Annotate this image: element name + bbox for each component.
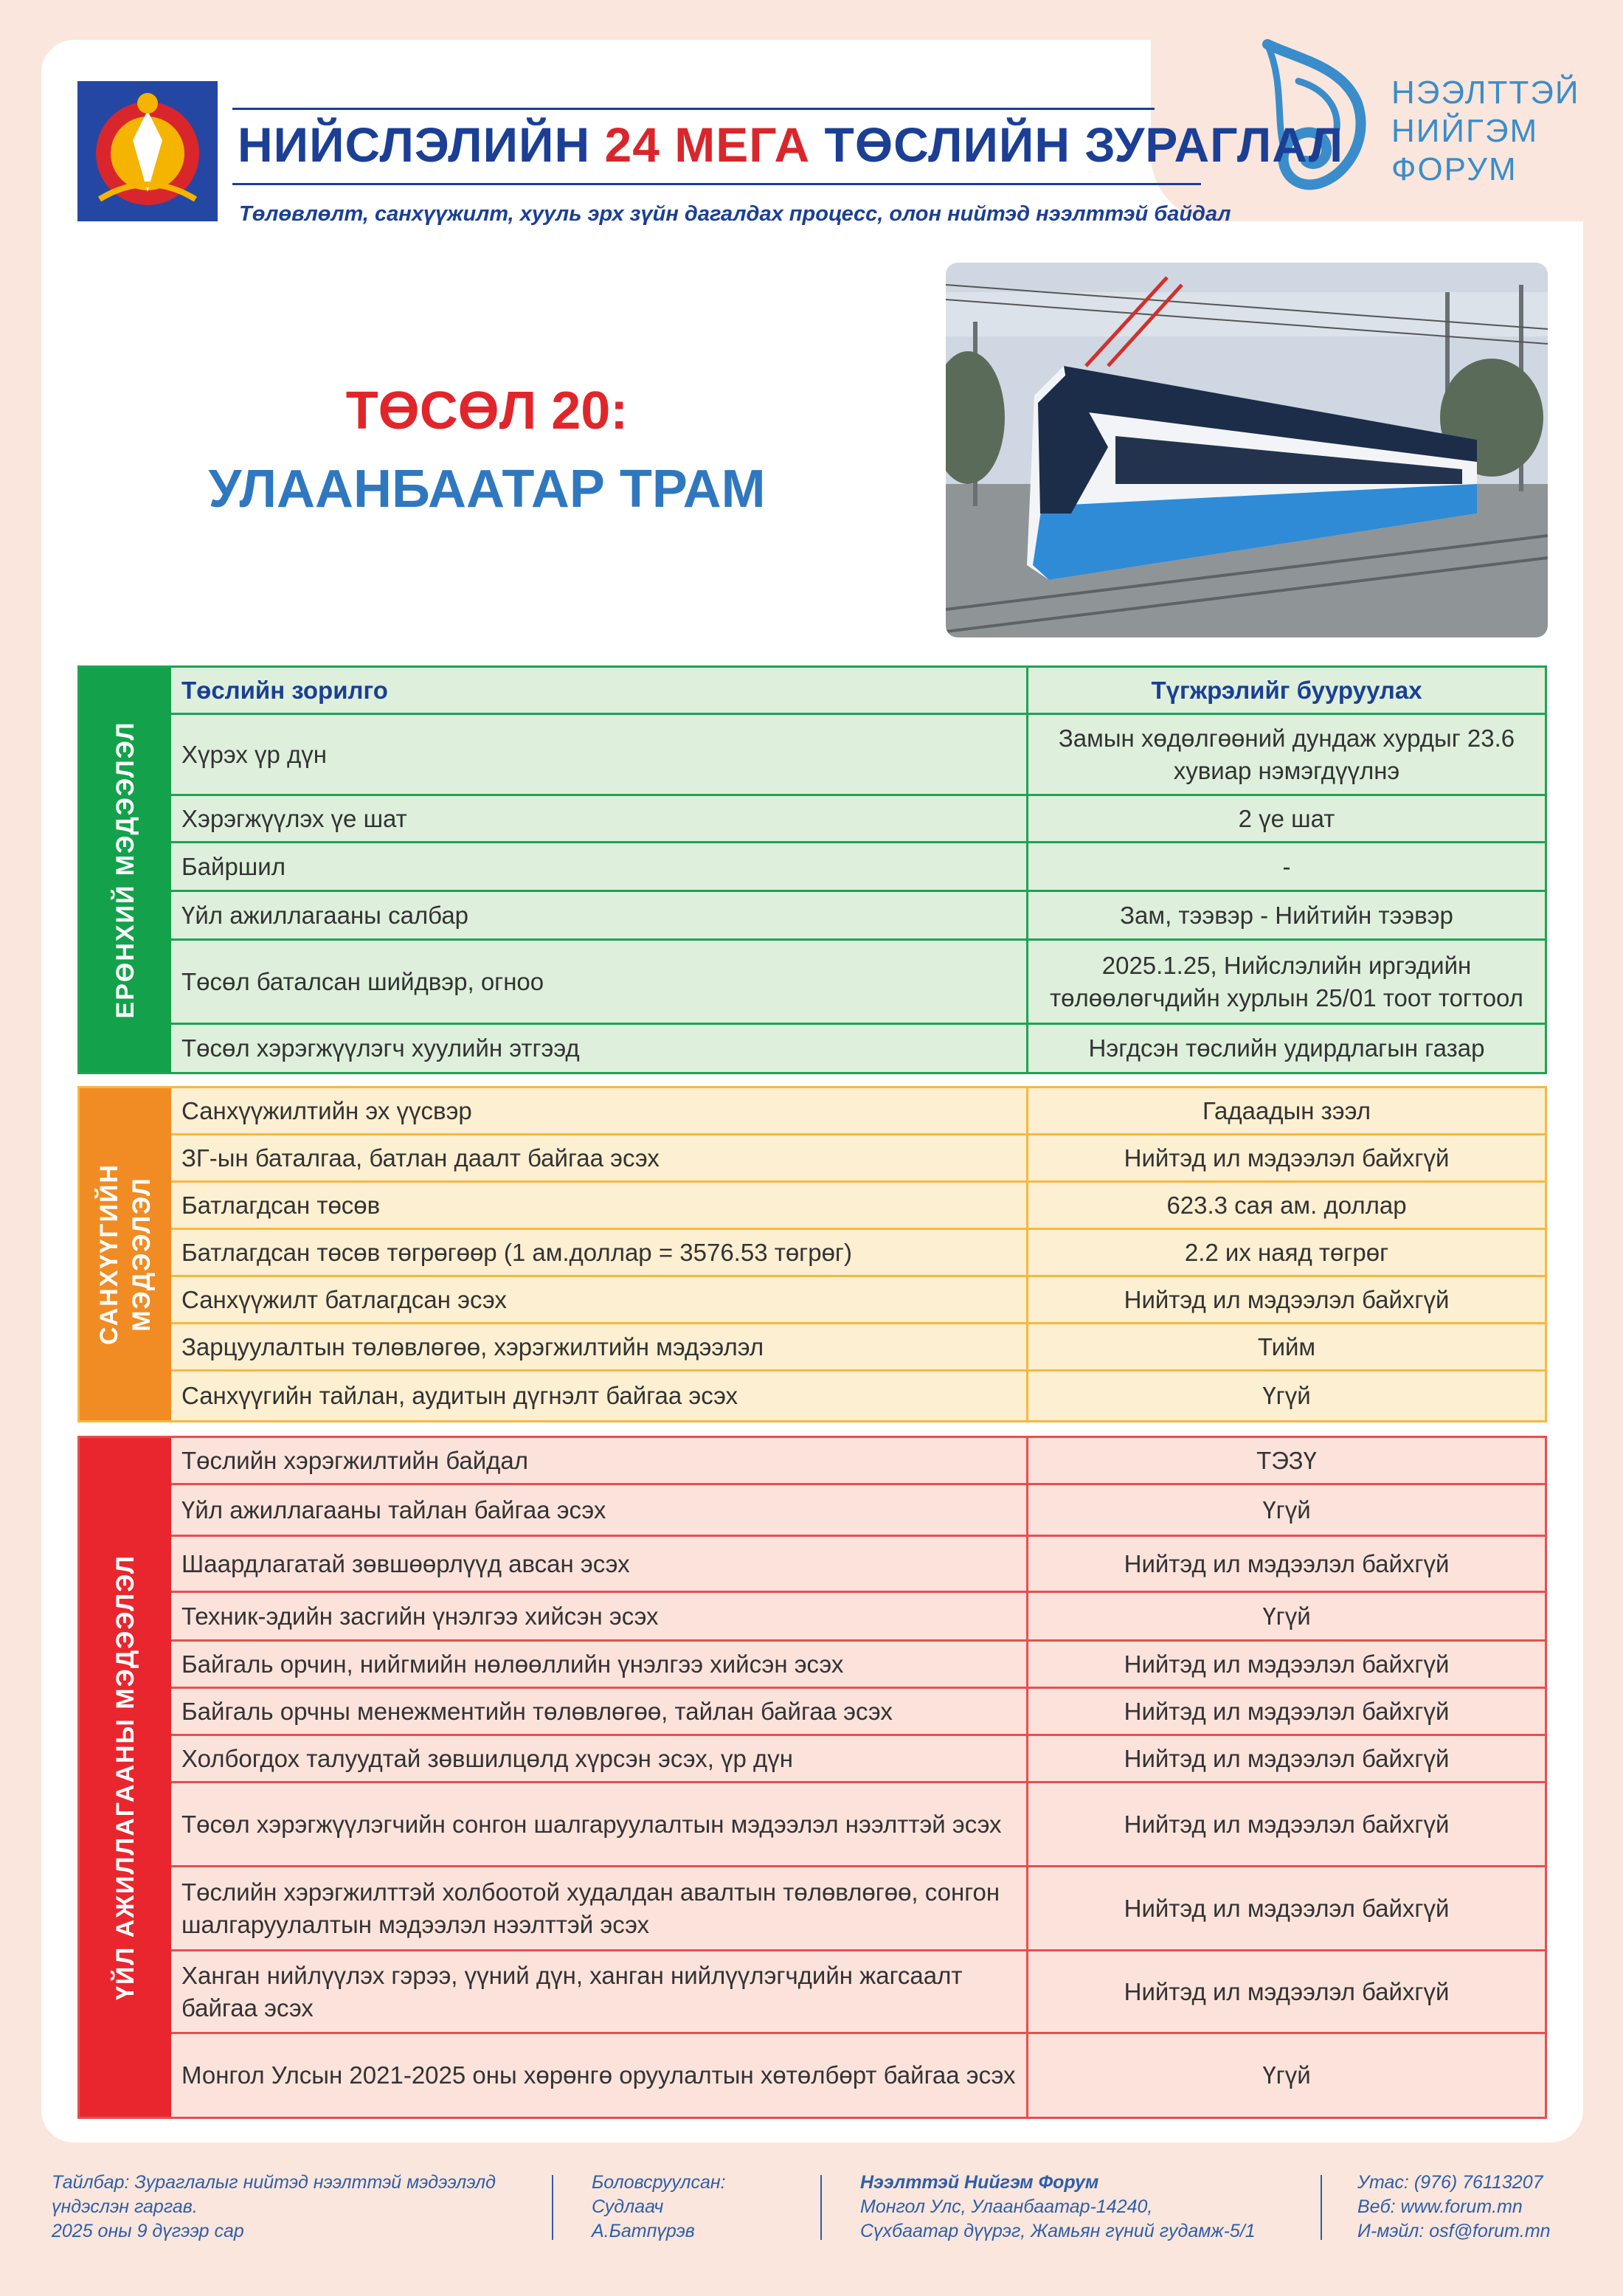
footer-divider [1321,2175,1322,2240]
footer-divider [552,2175,553,2240]
brand-name [1391,74,1613,189]
footer [0,2165,1623,2290]
table-row [171,1438,1545,1485]
row-value: Нэгдсэн төслийн удирдлагын газар [1088,1034,1485,1062]
footer-web-link[interactable]: Веб: www.forum.mn [1357,2196,1523,2217]
footer-prepared-role: Судлаач [592,2196,664,2217]
row-key: Байгаль орчин, нийгмийн нөлөөллийн үнэлгээ хийсэн эсэх [171,1642,1028,1687]
row-value: Тийм [1257,1332,1316,1360]
table-row [171,1537,1545,1593]
section-finance-label-line2: МЭДЭЭЛЭЛ [128,1177,156,1332]
tram-photo [946,263,1548,637]
table-row [171,843,1545,892]
row-value: Нийтэд ил мэдээлэл байхгүй [1124,1810,1450,1838]
row-key: Техник-эдийн засгийн үнэлгээ хийсэн эсэх [171,1593,1028,1639]
brand-line-1: НЭЭЛТТЭЙ [1391,75,1580,111]
row-key: Холбогдох талуудтай зөвшилцөлд хүрсэн эсэх, үр дүн [171,1736,1028,1781]
project-name: УЛААНБААТАР ТРАМ [208,460,766,519]
row-value: Нийтэд ил мэдээлэл байхгүй [1124,1744,1450,1772]
footer-org-name: Нээлттэй Нийгэм Форум [860,2172,1099,2193]
row-value: Нийтэд ил мэдээлэл байхгүй [1124,1977,1450,2005]
row-key: Ханган нийлүүлэх гэрээ, үүний дүн, ханган нийлүүлэгчдийн жагсаалт байгаа эсэх [171,1951,1028,2032]
row-key: Үйл ажиллагааны тайлан байгаа эсэх [171,1485,1028,1535]
row-value: Нийтэд ил мэдээлэл байхгүй [1124,1697,1450,1725]
table-row [171,1135,1545,1183]
section-finance [77,1086,1547,1422]
row-value: Үгүй [1262,1382,1311,1409]
table-row [171,796,1545,843]
section-general [77,665,1547,1074]
row-key: Хэрэгжүүлэх үе шат [171,796,1028,841]
footer-note [52,2171,524,2244]
row-value: Гадаадын зээл [1202,1096,1371,1124]
row-value: Үгүй [1262,1495,1311,1524]
table-row [171,1088,1545,1135]
row-value: Үгүй [1262,1602,1311,1630]
table-row [171,2034,1545,2117]
brand-line-2: НИЙГЭМ [1391,113,1539,149]
row-key: Монгол Улсын 2021-2025 оны хөрөнгө оруулалтын хөтөлбөрт байгаа эсэх [171,2034,1028,2117]
footer-note-line2: үндэслэн гаргав. [52,2196,198,2217]
row-key: Төсөл баталсан шийдвэр, огноо [171,941,1028,1023]
footer-note-line1: Тайлбар: Зураглалыг нийтэд нээлттэй мэдээлэлд [52,2172,496,2193]
row-key: Төсөл хэрэгжүүлэгч хуулийн этгээд [171,1025,1028,1072]
table-row [171,1951,1545,2034]
row-value: Түгжрэлийг бууруулах [1151,676,1422,704]
section-finance-label [93,1163,158,1345]
row-key: Төсөл хэрэгжүүлэгчийн сонгон шалгаруулалтын мэдээлэл нээлттэй эсэх [171,1783,1028,1865]
ulaanbaatar-emblem-icon [77,81,218,221]
section-activity [77,1436,1547,2119]
row-key: Төслийн хэрэгжилттэй холбоотой худалдан авалтын төлөвлөгөө, сонгон шалгаруулалтын мэдээлэл нээлттэй эсэх [171,1867,1028,1949]
row-key: Хүрэх үр дүн [171,715,1028,794]
table-row [171,668,1545,715]
row-key: Батлагдсан төсөв [171,1183,1028,1228]
table-row [171,1642,1545,1689]
table-row [171,1593,1545,1642]
footer-contacts [1357,2171,1608,2244]
footer-prepared-label: Боловсруулсан: [592,2172,726,2193]
section-general-label-band [80,668,171,1072]
row-key: Санхүүжилт батлагдсан эсэх [171,1277,1028,1322]
row-key: Санхүүгийн тайлан, аудитын дүгнэлт байгаа эсэх [171,1372,1028,1420]
section-activity-label-band [80,1438,171,2117]
row-value: 2.2 их наяд төгрөг [1184,1238,1389,1266]
header-rule-top [232,108,1155,110]
header-title [238,117,1343,173]
section-finance-table [171,1088,1545,1420]
footer-prepared-name: А.Батпүрэв [592,2221,695,2241]
row-value: 2025.1.25, Нийслэлийн иргэдийн төлөөлөгчдийн хурлын 25/01 тоот тогтоол [1050,951,1523,1012]
table-row [171,1783,1545,1867]
section-activity-label: ҮЙЛ АЖИЛЛАГААНЫ МЭДЭЭЛЭЛ [111,1555,139,2000]
section-finance-label-line1: САНХҮҮГИЙН [95,1163,123,1346]
row-key: Төслийн хэрэгжилтийн байдал [171,1438,1028,1483]
table-row [171,1277,1545,1324]
table-row [171,1324,1545,1372]
brand-line-3: ФОРУМ [1391,151,1518,187]
row-value: Нийтэд ил мэдээлэл байхгүй [1124,1144,1450,1172]
section-activity-table [171,1438,1545,2117]
table-row [171,1689,1545,1736]
row-value: 623.3 сая ам. доллар [1166,1191,1407,1219]
footer-org [860,2171,1303,2244]
table-row [171,892,1545,941]
header-subtitle: Төлөвлөлт, санхүүжилт, хууль эрх зүйн дагалдах процесс, олон нийтэд нээлттэй байдал [239,202,1231,226]
header-title-highlight: 24 МЕГА [604,117,811,172]
section-finance-label-band [80,1088,171,1420]
footer-org-address-1: Монгол Улс, Улаанбаатар-14240, [860,2196,1153,2217]
row-value: ТЭЗҮ [1256,1446,1317,1474]
row-value: Зам, тээвэр - Нийтийн тээвэр [1120,901,1453,929]
footer-note-line3: 2025 оны 9 дүгээр сар [52,2221,244,2241]
row-key: Төслийн зорилго [171,668,1028,713]
table-row [171,1372,1545,1420]
table-row [171,1025,1545,1072]
row-key: Санхүүжилтийн эх үүсвэр [171,1088,1028,1133]
row-value: 2 үе шат [1238,804,1335,832]
row-key: Шаардлагатай зөвшөөрлүүд авсан эсэх [171,1537,1028,1591]
table-row [171,941,1545,1025]
row-value: Нийтэд ил мэдээлэл байхгүй [1124,1894,1450,1922]
footer-phone: Утас: (976) 76113207 [1357,2172,1543,2193]
table-row [171,1867,1545,1951]
section-general-table [171,668,1545,1072]
row-value: - [1282,852,1291,880]
footer-prepared [592,2171,783,2244]
row-key: Байршил [171,843,1028,890]
row-value: Нийтэд ил мэдээлэл байхгүй [1124,1650,1450,1678]
footer-email-link[interactable]: И-мэйл: osf@forum.mn [1357,2221,1551,2241]
project-number: ТӨСӨЛ 20: [345,381,629,440]
table-row [171,1183,1545,1230]
row-key: Батлагдсан төсөв төгрөгөөр (1 ам.доллар = 3576.53 төгрөг) [171,1230,1028,1275]
row-key: Байгаль орчны менежментийн төлөвлөгөө, тайлан байгаа эсэх [171,1689,1028,1734]
row-key: Зарцуулалтын төлөвлөгөө, хэрэгжилтийн мэдээлэл [171,1324,1028,1369]
row-key: ЗГ-ын баталгаа, батлан даалт байгаа эсэх [171,1135,1028,1180]
row-value: Нийтэд ил мэдээлэл байхгүй [1124,1549,1450,1577]
row-key: Үйл ажиллагааны салбар [171,892,1028,938]
row-value: Үгүй [1262,2061,1311,2089]
footer-divider [820,2175,822,2240]
table-row [171,715,1545,796]
footer-org-address-2: Сүхбаатар дүүрэг, Жамьян гүний гудамж-5/1 [860,2221,1256,2241]
table-row [171,1230,1545,1277]
row-value: Замын хөдөлгөөний дундаж хурдыг 23.6 хувиар нэмэгдүүлнэ [1058,724,1515,784]
section-general-label: ЕРӨНХИЙ МЭДЭЭЛЭЛ [111,721,139,1019]
header-title-part1: НИЙСЛЭЛИЙН [238,117,605,172]
row-value: Нийтэд ил мэдээлэл байхгүй [1124,1285,1450,1313]
header-title-part2: ТӨСЛИЙН ЗУРАГЛАЛ [810,117,1343,172]
table-row [171,1485,1545,1537]
table-row [171,1736,1545,1783]
header-rule-bottom [232,183,1201,185]
